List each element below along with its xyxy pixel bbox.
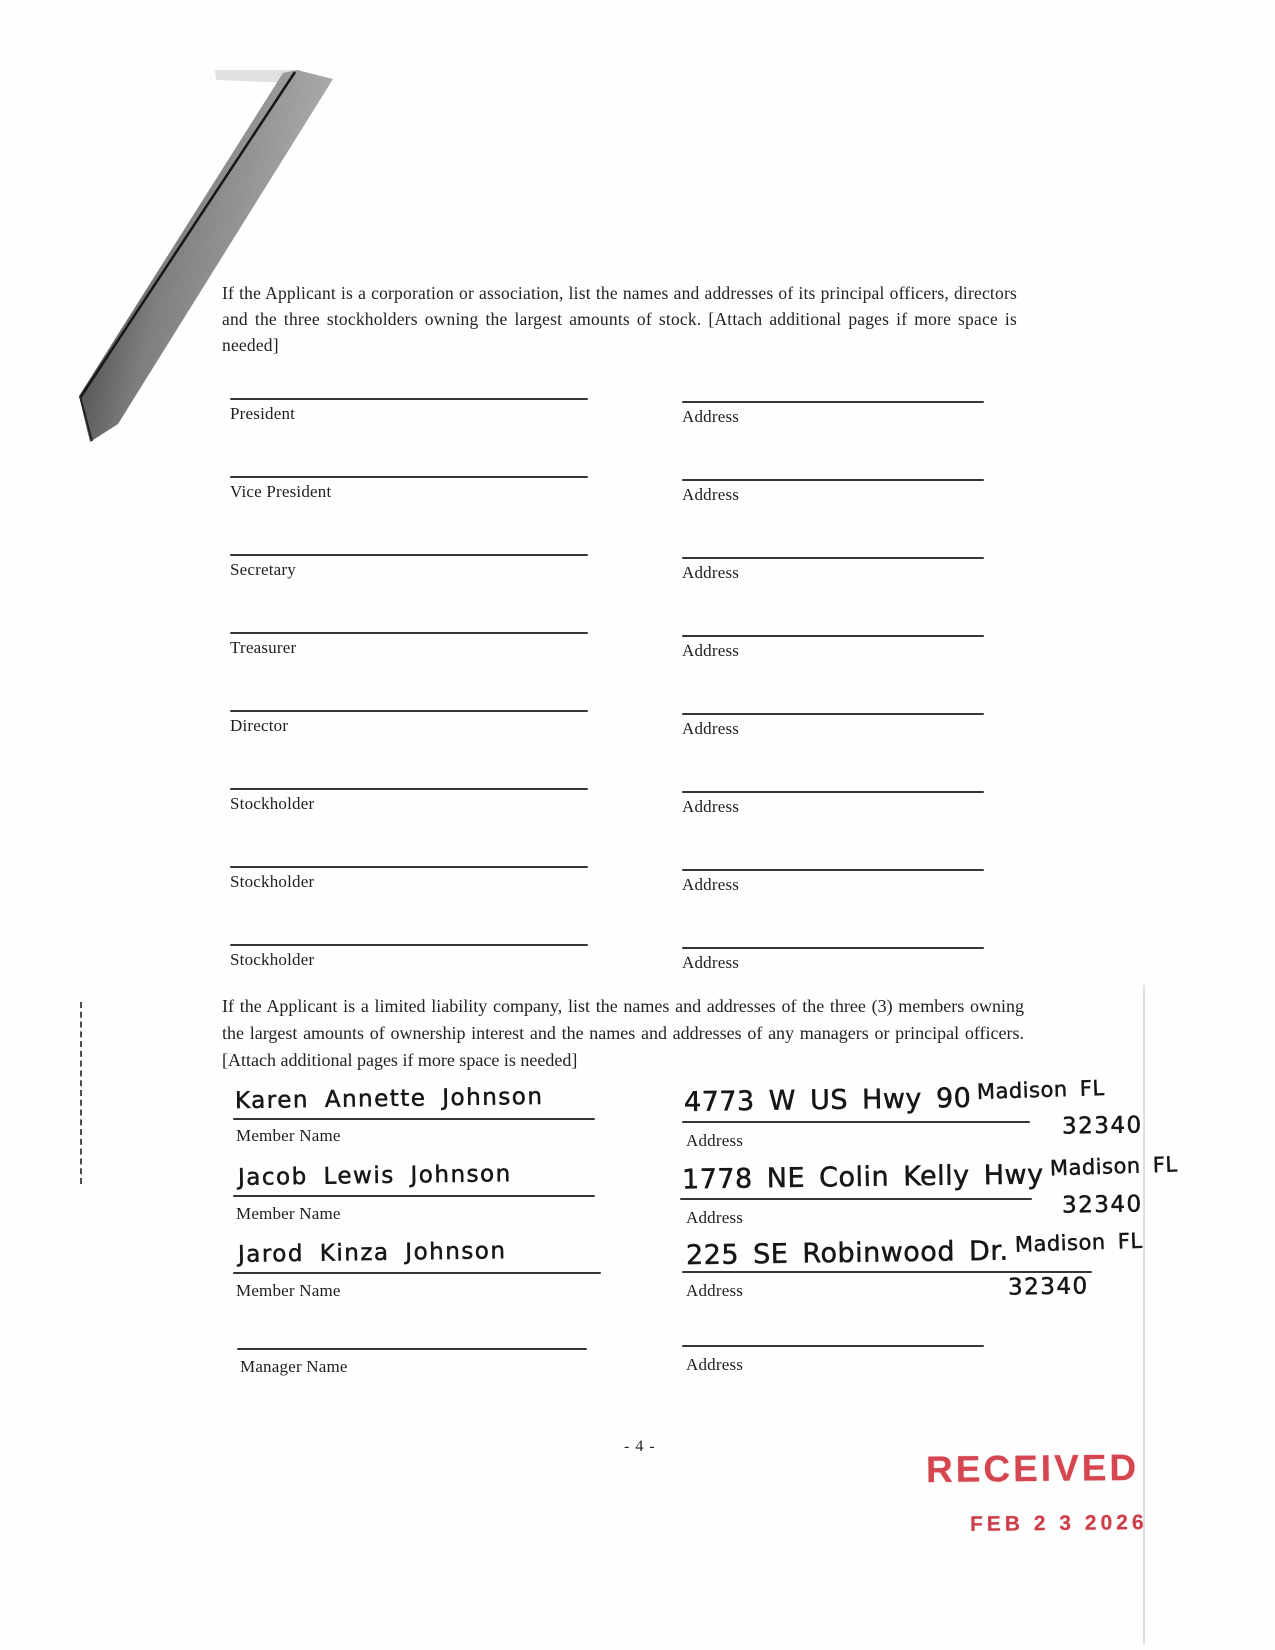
name-blank-line [230,788,588,790]
address-label: Address [682,953,740,972]
member-name-line [233,1272,601,1274]
address-label: Address [682,875,740,894]
scan-artifact-right-line [1143,985,1145,1645]
member-address-label: Address [686,1208,744,1227]
address-label: Address [682,407,740,426]
name-blank-line [230,554,588,556]
member-address-handwriting: 225 SE Robinwood Dr. Madison FL [685,1228,1143,1272]
address-blank-line [682,557,984,559]
member-name-line [233,1118,595,1120]
name-blank-line [230,866,588,868]
name-blank-line [230,476,588,478]
officer-row-secretary [0,554,1275,614]
officer-label: Stockholder [230,872,315,891]
address-label: Address [682,563,740,582]
address-label: Address [682,485,740,504]
name-blank-line [230,944,588,946]
address-label: Address [682,797,740,816]
scan-artifact-dashed-line [80,1002,82,1184]
manager-address-label: Address [686,1355,744,1374]
paragraph-corporation: If the Applicant is a corporation or association, list the names and addresses of its principal officers, directors and the three stockholders owning the largest amounts of stock. [Attach additional pages if more space is needed] [222,283,1017,355]
member-address-label: Address [686,1281,744,1300]
member-address-line [682,1121,1030,1123]
officer-row-treasurer [0,632,1275,692]
member-name-label: Member Name [236,1204,341,1223]
manager-name-label: Manager Name [240,1357,348,1376]
officer-label: Secretary [230,560,296,579]
member-name-handwriting: Jacob Lewis Johnson [237,1161,512,1191]
officer-label: Treasurer [230,638,297,657]
member-address-line [680,1198,1032,1200]
address-blank-line [682,479,984,481]
received-stamp: RECEIVED [925,1446,1140,1491]
member-address-handwriting: 4773 W US Hwy 90 Madison FL [683,1075,1106,1118]
member-name-handwriting: Karen Annette Johnson [234,1083,544,1115]
name-blank-line [230,632,588,634]
address-label: Address [682,719,740,738]
member-address-zip: 32340 [1061,1112,1143,1140]
address-blank-line [682,947,984,949]
member-address-label: Address [686,1131,744,1150]
received-date-stamp: FEB 2 3 2026 [969,1511,1148,1536]
officer-row-vice-president [0,476,1275,536]
member-address-zip: 32340 [1061,1191,1143,1219]
address-blank-line [682,635,984,637]
member-address-zip: 32340 [1007,1273,1089,1301]
manager-name-line [237,1348,587,1350]
name-blank-line [230,398,588,400]
address-blank-line [682,713,984,715]
officer-label: Stockholder [230,950,315,969]
name-blank-line [230,710,588,712]
officer-label: Director [230,716,289,735]
member-address-city: Madison FL [1014,1228,1143,1257]
officer-row-director [0,710,1275,770]
member-name-line [233,1195,595,1197]
paragraph-llc: If the Applicant is a limited liability company, list the names and addresses of the three (3) members owning the largest amounts of ownership interest and the names and addresses of any managers or principal officers. [Attach additional pages if more space is needed] [222,996,1024,1070]
member-name-handwriting: Jarod Kinza Johnson [237,1238,507,1268]
member-address-city: Madison FL [976,1075,1106,1104]
officer-label: Stockholder [230,794,315,813]
member-address-city: Madison FL [1049,1152,1178,1181]
member-address-handwriting: 1778 NE Colin Kelly Hwy Madison FL [681,1152,1178,1196]
manager-address-line [682,1345,984,1347]
address-blank-line [682,401,984,403]
member-address-line [682,1271,1092,1273]
address-blank-line [682,869,984,871]
member-name-label: Member Name [236,1126,341,1145]
address-label: Address [682,641,740,660]
officer-row-stockholder-1 [0,788,1275,848]
officer-label: Vice President [230,482,332,501]
officer-row-stockholder-2 [0,866,1275,926]
page-number: - 4 - [624,1438,656,1455]
officer-row-president [0,398,1275,458]
address-blank-line [682,791,984,793]
officer-label: President [230,404,296,423]
member-name-label: Member Name [236,1281,341,1300]
